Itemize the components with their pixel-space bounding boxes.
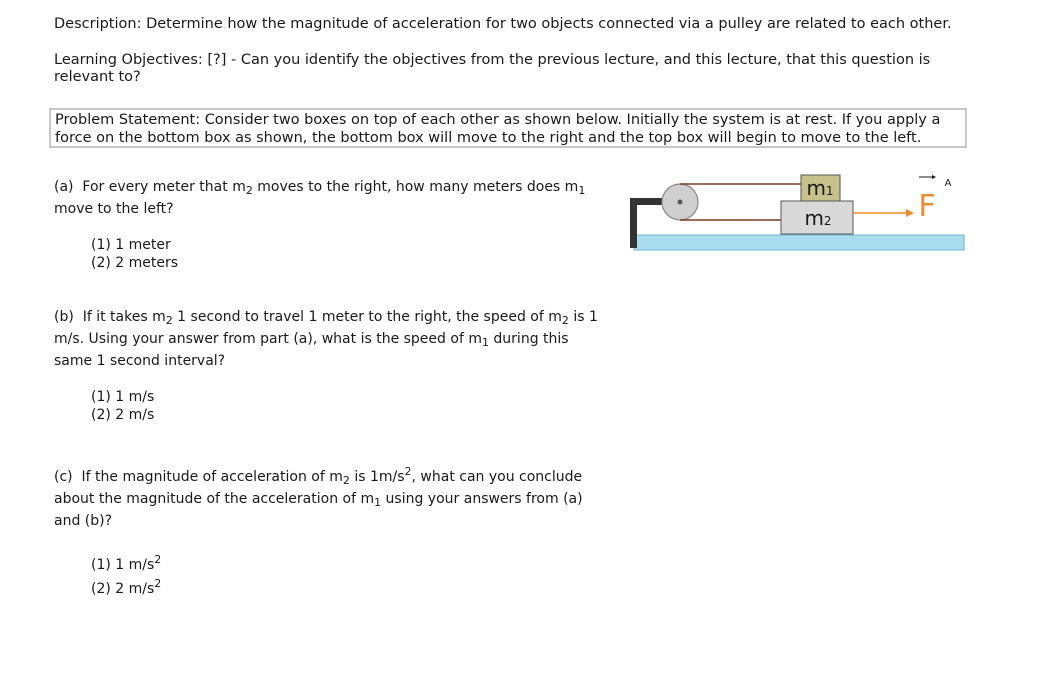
part-a-question-line1 [54,178,585,196]
problem-statement-line2: force on the bottom box as shown, the bottom box will move to the right and the top box will begin to move to the left. [55,130,922,146]
superscript: 2 [404,465,412,478]
learning-objectives-label: Learning Objectives: [54,52,203,68]
part-c-text: , what can you conclude [411,469,583,485]
box-m1-letter: m [806,176,826,200]
subscript: 1 [481,336,489,349]
part-b-text: during this [488,331,569,347]
part-c-text: about the magnitude of the acceleration of m [54,491,375,507]
part-a-label: (a) [54,179,74,195]
part-b-question-line1 [54,308,598,326]
part-a-text: For every meter that m [82,179,246,195]
part-b-text: is 1 [568,309,598,325]
learning-objectives-line2: relevant to? [54,69,141,85]
box-m2-letter: m [804,206,824,230]
description-line [54,15,952,33]
problem-statement-text1: Consider two boxes on top of each other as shown below. Initially the system is at rest. If you apply a [204,112,941,128]
problem-statement-line1 [55,111,940,129]
part-c-label: (c) [54,469,73,485]
superscript: 2 [154,553,162,566]
description-label: Description: [54,16,142,32]
part-c-question-line2 [54,490,583,508]
subscript: 1 [374,496,382,509]
part-c-option-1-text: (1) 1 m/s [91,557,155,573]
learning-objectives-link[interactable]: [?] - Can you identify the objectives from the previous lecture, and this lecture, that this question is [207,52,931,68]
part-b-text: If it takes m [82,309,166,325]
part-b-question-line3: same 1 second interval? [54,353,226,369]
part-b-text: 1 second to travel 1 meter to the right, the speed of m [172,309,562,325]
part-a-option-1[interactable]: (1) 1 meter [91,237,171,253]
subscript: 2 [561,314,569,327]
part-b-option-1[interactable]: (1) 1 m/s [91,389,155,405]
part-b-text: m/s. Using your answer from part (a), what is the speed of m [54,331,482,347]
part-c-option-2[interactable] [91,577,162,598]
part-b-option-2[interactable]: (2) 2 m/s [91,407,155,423]
subscript: 2 [342,474,350,487]
part-c-question-line3: and (b)? [54,513,113,529]
part-c-option-2-text: (2) 2 m/s [91,581,155,597]
box-m2-subscript: 2 [823,214,832,228]
part-b-question-line2 [54,330,569,348]
pulley-diagram [630,168,970,260]
learning-objectives-line1 [54,51,930,69]
floor [634,235,964,250]
subscript: 2 [165,314,173,327]
force-arrow-head [906,209,914,217]
part-c-text: using your answers from (a) [381,491,583,507]
part-c-text: is 1m/s [349,469,405,485]
box-m1-subscript: 1 [825,184,834,198]
problem-statement-label: Problem Statement: [55,112,201,128]
part-b-label: (b) [54,309,74,325]
superscript: 2 [154,577,162,590]
part-a-option-2[interactable]: (2) 2 meters [91,255,179,271]
description-text: Determine how the magnitude of acceleration for two objects connected via a pulley are related to each other. [146,16,952,32]
force-vector-arrowhead [932,175,936,179]
bracket-post [630,198,637,248]
pulley-axle [678,200,683,205]
part-c-text: If the magnitude of acceleration of m [81,469,343,485]
part-c-question-line1 [54,465,583,487]
subscript: 2 [245,184,253,197]
subscript: 1 [578,184,586,197]
force-symbol: F [918,189,936,224]
part-a-question-line2: move to the left? [54,201,174,217]
force-subscript: A [944,178,952,189]
part-a-text: moves to the right, how many meters does m [252,179,579,195]
part-c-option-1[interactable] [91,553,162,574]
